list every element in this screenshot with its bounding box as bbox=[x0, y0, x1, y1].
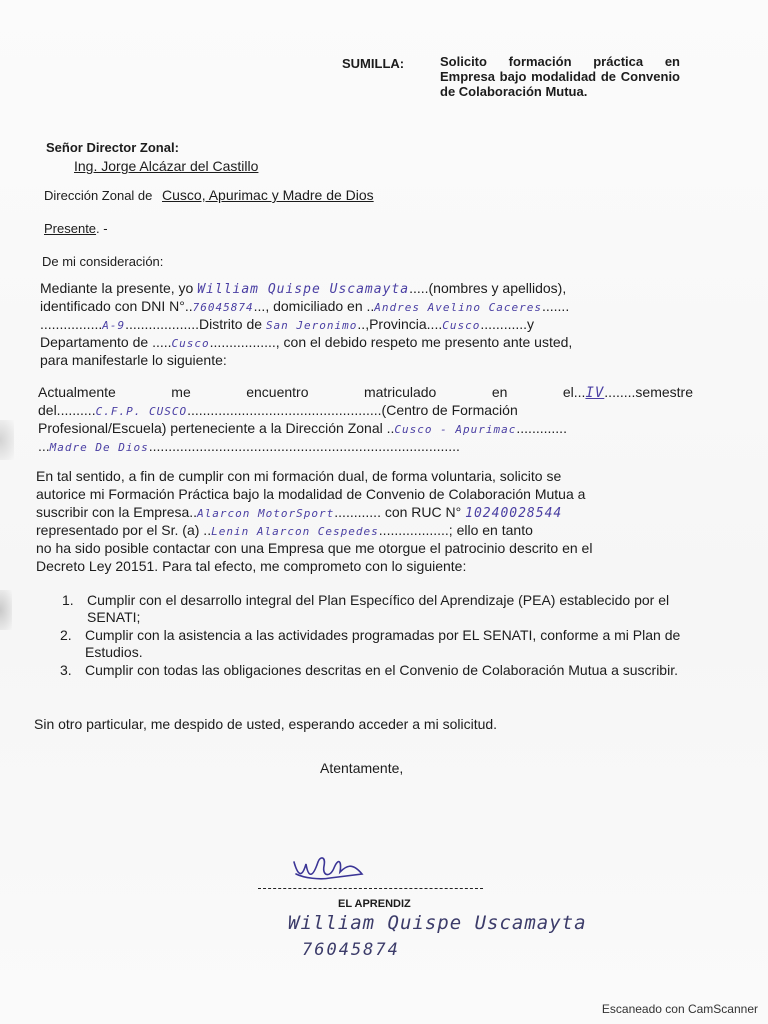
p3-line-6: Decreto Ley 20151. Para tal efecto, me comprometo con lo siguiente: bbox=[36, 558, 467, 574]
p2-text: ..................................................(Centro de Formación bbox=[187, 402, 518, 418]
handwritten-province: Cusco bbox=[442, 319, 481, 332]
p3-text: representado por el Sr. (a) .. bbox=[36, 522, 212, 538]
handwritten-lot: A-9 bbox=[102, 319, 126, 332]
p2-line-3 bbox=[38, 420, 567, 438]
p2-word: en bbox=[491, 384, 508, 400]
p1-text: ....... bbox=[541, 298, 570, 314]
signature-line bbox=[258, 888, 483, 889]
p2-semester-group bbox=[563, 384, 693, 402]
p3-line-3 bbox=[36, 504, 562, 522]
addressee-title: Señor Director Zonal: bbox=[46, 140, 179, 155]
p1-line-5: para manifestarle lo siguiente: bbox=[40, 352, 227, 368]
p2-word: encuentro bbox=[246, 384, 309, 400]
commitment-number: 2. bbox=[60, 627, 72, 643]
regards: Atentamente, bbox=[320, 760, 404, 776]
direction-value: Cusco, Apurimac y Madre de Dios bbox=[162, 187, 374, 203]
handwritten-department: Cusco bbox=[171, 337, 210, 350]
p3-line-1: En tal sentido, a fin de cumplir con mi formación dual, de forma voluntaria, solicito se bbox=[36, 468, 562, 484]
camscanner-watermark: Escaneado con CamScanner bbox=[601, 1002, 758, 1016]
commitment-text: Cumplir con la asistencia a las actividades programadas por EL SENATI, conforme a mi Plan de Estudios. bbox=[85, 627, 681, 660]
handwritten-zone: Cusco - Apurimac bbox=[394, 423, 517, 436]
p2-text: Profesional/Escuela) perteneciente a la Dirección Zonal .. bbox=[38, 420, 395, 436]
handwritten-zone-2: Madre De Dios bbox=[49, 441, 149, 454]
commitment-text: Cumplir con el desarrollo integral del Plan Específico del Aprendizaje (PEA) establecido por el SENATI; bbox=[87, 592, 670, 625]
scan-edge-shadow bbox=[0, 420, 14, 460]
p1-text: Departamento de ..... bbox=[40, 334, 172, 350]
sumilla-label: SUMILLA: bbox=[342, 56, 405, 71]
commitment-number: 3. bbox=[60, 662, 72, 678]
p3-text: ..................; ello en tanto bbox=[378, 522, 533, 538]
p1-line-4 bbox=[40, 334, 572, 352]
p1-text: ................., con el debido respeto me presento ante usted, bbox=[209, 334, 573, 350]
p3-line-5: no ha sido posible contactar con una Empresa que me otorgue el patrocinio descrito en el bbox=[36, 540, 593, 556]
p1-line-2 bbox=[40, 298, 569, 316]
p2-line-2 bbox=[38, 402, 518, 420]
handwritten-semester: IV bbox=[585, 385, 605, 401]
p1-text: .....(nombres y apellidos), bbox=[409, 280, 567, 296]
p1-text: ................ bbox=[40, 316, 103, 332]
p1-line-1 bbox=[40, 280, 566, 298]
handwritten-dni: 76045874 bbox=[192, 301, 254, 314]
p2-word: el... bbox=[562, 384, 586, 400]
handwritten-ruc: 10240028544 bbox=[465, 506, 563, 521]
handwritten-address: Andres Avelino Caceres bbox=[374, 301, 542, 314]
p3-text: ............ con RUC N° bbox=[334, 504, 466, 520]
p2-text: ................................................................................ bbox=[148, 438, 460, 454]
addressee-name: Ing. Jorge Alcázar del Castillo bbox=[74, 158, 259, 174]
commitment-text: Cumplir con todas las obligaciones descritas en el Convenio de Colaboración Mutua a suscribir. bbox=[85, 662, 678, 678]
sumilla-text: Solicito formación práctica en Empresa bajo modalidad de Convenio de Colaboración Mutua. bbox=[440, 54, 680, 99]
p1-text: ..., domiciliado en .. bbox=[253, 298, 375, 314]
p2-text: del.......... bbox=[38, 402, 96, 418]
p2-word: Actualmente bbox=[38, 384, 116, 400]
p2-text: ........semestre bbox=[604, 384, 693, 400]
p2-line-4: ...Madre De Dios................................................................................ bbox=[38, 438, 460, 454]
p2-text: ............. bbox=[516, 420, 567, 436]
presente-line bbox=[44, 221, 108, 236]
p1-text: ...................Distrito de bbox=[125, 316, 266, 332]
commitment-number: 1. bbox=[62, 592, 74, 608]
p2-word: me bbox=[171, 384, 191, 400]
p1-line-3 bbox=[40, 316, 534, 334]
handwritten-name: William Quispe Uscamayta bbox=[197, 282, 410, 297]
direction-zonal-line bbox=[44, 187, 374, 203]
scan-edge-shadow bbox=[0, 590, 12, 630]
p1-text: ............y bbox=[480, 316, 535, 332]
presente-suffix: . - bbox=[96, 221, 108, 236]
presente-word: Presente bbox=[44, 221, 97, 236]
greeting: De mi consideración: bbox=[42, 254, 164, 269]
handwritten-district: San Jeronimo bbox=[265, 319, 358, 332]
p3-line-4 bbox=[36, 522, 533, 540]
handwritten-company: Alarcon MotorSport bbox=[197, 507, 335, 520]
handwritten-cfp: C.F.P. CUSCO bbox=[95, 405, 188, 418]
signature-mark bbox=[290, 852, 370, 886]
p3-text: suscribir con la Empresa.. bbox=[36, 504, 198, 520]
p1-text: identificado con DNI N°.. bbox=[40, 298, 193, 314]
p2-line-1 bbox=[38, 384, 693, 402]
handwritten-signature-dni: 76045874 bbox=[302, 940, 400, 960]
direction-label: Dirección Zonal de bbox=[44, 188, 153, 203]
p1-text: ..,Provincia.... bbox=[357, 316, 443, 332]
p1-text: Mediante la presente, yo bbox=[40, 280, 198, 296]
handwritten-signature-name: William Quispe Uscamayta bbox=[288, 912, 587, 934]
closing-sentence: Sin otro particular, me despido de usted, esperando acceder a mi solicitud. bbox=[34, 716, 498, 732]
p3-line-2: autorice mi Formación Práctica bajo la modalidad de Convenio de Colaboración Mutua a bbox=[36, 486, 586, 502]
p2-word: matriculado bbox=[363, 384, 437, 400]
handwritten-representative: Lenin Alarcon Cespedes bbox=[211, 525, 379, 538]
signature-role: EL APRENDIZ bbox=[338, 898, 411, 910]
